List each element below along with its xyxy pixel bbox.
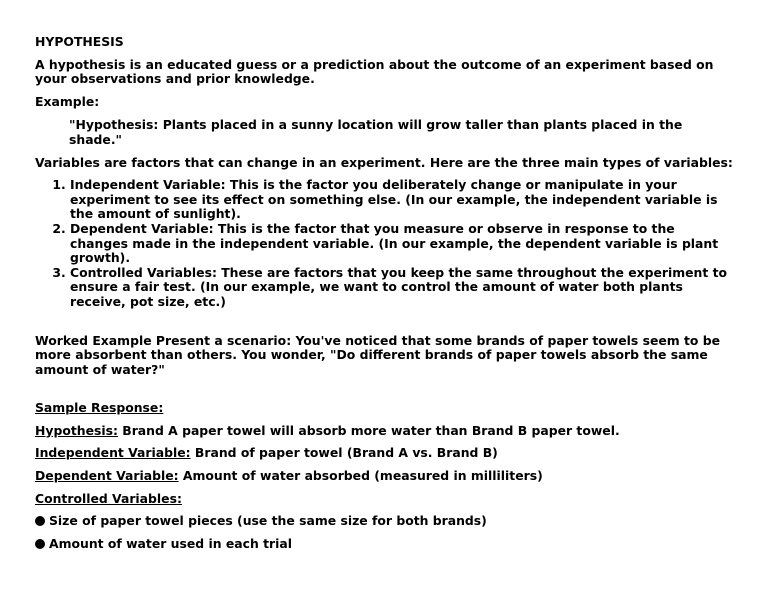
independent-text: Brand of paper towel (Brand A vs. Brand B) xyxy=(190,445,498,461)
controlled-item xyxy=(35,537,735,552)
hypothesis-definition: A hypothesis is an educated guess or a prediction about the outcome of an experiment based on your observations and prior knowledge. xyxy=(35,56,714,87)
dependent-label: Dependent Variable: xyxy=(35,468,179,484)
list-item-independent: 1. Independent Variable: This is the factor you deliberately change or manipulate in your experiment to see its effect on something else. (In our example, the independent variable is the amount of sunlight). xyxy=(70,178,735,222)
dependent-text: Amount of water absorbed (measured in milliliters) xyxy=(178,468,543,484)
controlled-item-text: Size of paper towel pieces (use the same size for both brands) xyxy=(49,513,487,529)
bullet-icon xyxy=(35,539,45,549)
independent-label: Independent Variable: xyxy=(35,445,191,461)
list-item-dependent: 2. Dependent Variable: This is the factor that you measure or observe in response to the changes made in the independent variable. (In our example, the dependent variable is plant growth). xyxy=(70,222,735,266)
sample-response-label: Sample Response: xyxy=(35,400,164,416)
sample-dependent xyxy=(35,469,735,484)
sample-independent xyxy=(35,446,735,461)
sample-hypothesis xyxy=(35,424,735,439)
page-heading: HYPOTHESIS xyxy=(35,34,124,49)
controlled-label: Controlled Variables: xyxy=(35,490,182,506)
worked-example: Worked Example Present a scenario: You've noticed that some brands of paper towels seem to be more absorbent than others. You wonder, "Do different brands of paper towels absorb the same amount of water?" xyxy=(35,332,721,377)
variables-intro: Variables are factors that can change in an experiment. Here are the three main types of variables: xyxy=(35,154,733,170)
hypothesis-label: Hypothesis: xyxy=(35,422,118,438)
hypothesis-text: Brand A paper towel will absorb more water than Brand B paper towel. xyxy=(117,422,620,438)
list-item-controlled: 3. Controlled Variables: These are factors that you keep the same throughout the experiment to ensure a fair test. (In our example, we want to control the amount of water both plants receive, pot size, etc.) xyxy=(70,266,735,310)
sample-response-title xyxy=(35,401,735,416)
bullet-icon xyxy=(35,516,45,526)
example-label: Example: xyxy=(35,93,100,109)
controlled-item-text: Amount of water used in each trial xyxy=(49,535,292,551)
controlled-item xyxy=(35,514,735,529)
sample-controlled xyxy=(35,492,735,507)
variables-list xyxy=(35,178,735,309)
example-quote: "Hypothesis: Plants placed in a sunny location will grow taller than plants placed in the shade." xyxy=(69,117,683,147)
document-body xyxy=(35,35,735,551)
